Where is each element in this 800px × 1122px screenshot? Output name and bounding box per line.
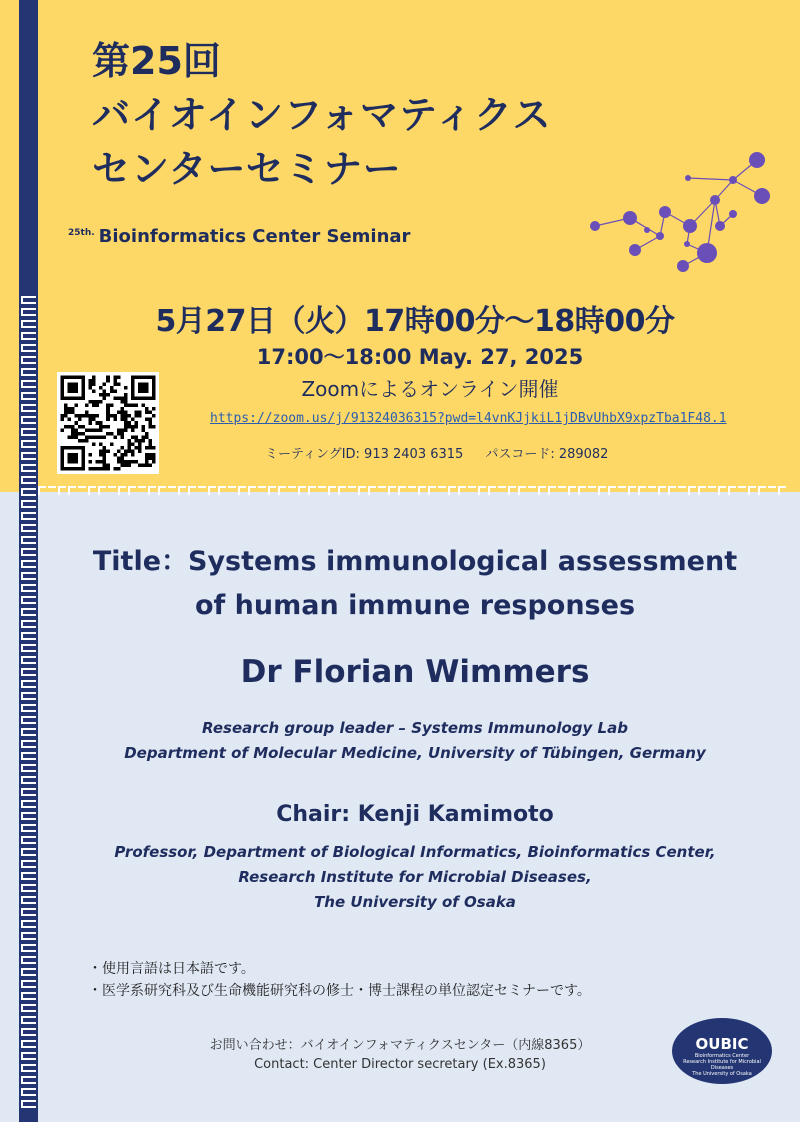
divider-pattern-cell [408,486,416,495]
band-pattern-segment [21,488,36,496]
divider-pattern-cell [248,486,256,495]
talk-title-line1: Title：Systems immunological assessment [92,546,738,577]
band-pattern-segment [21,368,36,376]
band-pattern-segment [21,632,36,640]
band-pattern-segment [21,704,36,712]
oubic-logo [672,1018,772,1084]
band-pattern-segment [21,692,36,700]
band-pattern-segment [21,644,36,652]
band-pattern-segment [21,752,36,760]
band-pattern-segment [21,716,36,724]
divider-pattern-cell [198,486,206,495]
divider-pattern-cell [148,486,156,495]
band-pattern-segment [21,404,36,412]
band-pattern-segment [21,320,36,328]
divider-pattern-cell [638,486,646,495]
talk-title-line2: of human immune responses [194,590,636,621]
band-pattern-segment [21,824,36,832]
band-pattern-segment [21,584,36,592]
band-pattern-segment [21,452,36,460]
band-pattern-segment [21,944,36,952]
logo-line1: Bioinformatics Center [694,1053,750,1059]
band-pattern-segment [21,656,36,664]
divider-pattern-cell [98,486,106,495]
event-subtitle [68,226,410,247]
divider-pattern-cell [478,486,486,495]
divider-pattern-cell [498,486,506,495]
divider-pattern-cell [458,486,466,495]
meeting-id: ミーティングID: 913 2403 6315 [265,447,464,462]
divider-pattern-cell [388,486,396,495]
divider-pattern-cell [658,486,666,495]
divider-pattern-cell [178,486,186,495]
band-pattern-segment [21,1052,36,1060]
band-pattern-segment [21,740,36,748]
divider-pattern-cell [708,486,716,495]
band-pattern-segment [21,416,36,424]
divider-pattern [38,484,798,498]
divider-pattern-cell [68,486,76,495]
band-pattern-segment [21,560,36,568]
divider-pattern-cell [728,486,736,495]
divider-pattern-cell [138,486,146,495]
divider-pattern-cell [218,486,226,495]
divider-pattern-cell [678,486,686,495]
divider-pattern-cell [528,486,536,495]
divider-pattern-cell [208,486,216,495]
contact-info [130,1036,670,1074]
band-pattern-segment [21,1064,36,1072]
band-pattern-segment [21,392,36,400]
band-pattern-segment [21,896,36,904]
band-pattern-segment [21,968,36,976]
divider-pattern-cell [348,486,356,495]
affiliation-line1: Research group leader – Systems Immunology Lab [202,719,628,737]
talk-title [55,540,775,628]
band-pattern-segment [21,476,36,484]
divider-pattern-cell [108,486,116,495]
band-pattern-segment [21,728,36,736]
band-pattern-segment [21,992,36,1000]
band-pattern-segment [21,548,36,556]
band-pattern-segment [21,464,36,472]
divider-pattern-cell [738,486,746,495]
chair-affiliation [55,840,775,915]
logo-name: OUBIC [695,1035,749,1053]
affiliation-line2: Department of Molecular Medicine, University of Tübingen, Germany [124,744,706,762]
divider-pattern-cell [448,486,456,495]
speaker-affiliation [55,716,775,766]
divider-pattern-cell [438,486,446,495]
divider-pattern-cell [758,486,766,495]
divider-pattern-cell [608,486,616,495]
divider-pattern-cell [78,486,86,495]
speaker-name: Dr Florian Wimmers [240,654,590,690]
band-pattern-segment [21,356,36,364]
divider-pattern-cell [618,486,626,495]
divider-pattern-cell [38,486,46,495]
band-pattern-segment [21,956,36,964]
left-decorative-band [19,0,38,1122]
divider-pattern-cell [778,486,786,495]
event-date-english: 17:00～18:00 May. 27, 2025 [256,345,584,369]
divider-pattern-cell [308,486,316,495]
divider-pattern-cell [508,486,516,495]
band-pattern-segment [21,332,36,340]
divider-pattern-cell [538,486,546,495]
band-pattern-segment [21,500,36,508]
molecule-illustration [585,148,775,288]
divider-pattern-cell [548,486,556,495]
divider-pattern-cell [568,486,576,495]
band-pattern-segment [21,920,36,928]
band-pattern-segment [21,428,36,436]
band-pattern-segment [21,1016,36,1024]
band-pattern-segment [21,800,36,808]
divider-pattern-cell [288,486,296,495]
divider-pattern-cell [268,486,276,495]
band-pattern-segment [21,1040,36,1048]
divider-pattern-cell [188,486,196,495]
event-date-japanese: 5月27日（火）17時00分～18時00分 [155,304,675,339]
chair-affil-line3: The University of Osaka [314,893,516,911]
band-pattern-segment [21,668,36,676]
divider-pattern-cell [88,486,96,495]
divider-pattern-cell [648,486,656,495]
band-pattern-segment [21,776,36,784]
contact-japanese: お問い合わせ：バイオインフォマティクスセンター（内線8365） [209,1038,591,1053]
passcode: パスコード: 289082 [485,447,609,462]
divider-pattern-cell [668,486,676,495]
divider-pattern-cell [368,486,376,495]
band-pattern-segment [21,596,36,604]
divider-pattern-cell [158,486,166,495]
subtitle-text: Bioinformatics Center Seminar [98,226,411,247]
band-pattern-segment [21,884,36,892]
band-pattern-segment [21,524,36,532]
band-pattern-segment [21,1004,36,1012]
divider-pattern-cell [48,486,56,495]
divider-pattern-cell [418,486,426,495]
divider-pattern-cell [698,486,706,495]
logo-line2: Research Institute for Microbial Diseases [683,1059,761,1071]
divider-pattern-cell [578,486,586,495]
divider-pattern-cell [258,486,266,495]
band-pattern-segment [21,872,36,880]
band-pattern-segment [21,440,36,448]
divider-pattern-cell [718,486,726,495]
venue-text: Zoomによるオンライン開催 [301,377,559,401]
chair-name: Chair: Kenji Kamimoto [276,802,554,827]
ordinal-label: 25th. [68,228,95,238]
note-item: ・使用言語は日本語です。 [88,961,255,977]
divider-pattern-cell [378,486,386,495]
band-pattern-segment [21,812,36,820]
divider-pattern-cell [688,486,696,495]
contact-english: Contact: Center Director secretary (Ex.8365) [254,1057,546,1072]
band-pattern-segment [21,836,36,844]
band-pattern-segment [21,980,36,988]
band-pattern-segment [21,848,36,856]
divider-pattern-cell [628,486,636,495]
event-number: 第25回 [92,39,221,83]
divider-pattern-cell [338,486,346,495]
divider-pattern-cell [588,486,596,495]
band-pattern-segment [21,932,36,940]
band-pattern-segment [21,620,36,628]
qr-code-icon[interactable] [57,372,159,474]
divider-pattern-cell [488,486,496,495]
band-pattern-segment [21,764,36,772]
band-pattern-segment [21,680,36,688]
chair-affil-line2: Research Institute for Microbial Diseases, [238,868,592,886]
band-pattern-segment [21,308,36,316]
divider-pattern-cell [358,486,366,495]
divider-pattern-cell [598,486,606,495]
divider-pattern-cell [118,486,126,495]
band-pattern-segment [21,344,36,352]
band-pattern-segment [21,380,36,388]
divider-pattern-cell [318,486,326,495]
divider-pattern-cell [128,486,136,495]
event-title-line1: バイオインフォマティクス [92,93,552,137]
divider-pattern-cell [558,486,566,495]
divider-pattern-cell [298,486,306,495]
band-pattern-segment [21,1076,36,1084]
divider-pattern-cell [328,486,336,495]
divider-pattern-cell [168,486,176,495]
notes-list [88,958,591,1002]
band-pattern-segment [21,536,36,544]
logo-line3: The University of Osaka [692,1071,752,1077]
band-pattern-segment [21,908,36,916]
band-pattern-segment [21,1088,36,1096]
divider-pattern-cell [58,486,66,495]
divider-pattern-cell [518,486,526,495]
divider-pattern-cell [768,486,776,495]
band-pattern-segment [21,788,36,796]
band-pattern-segment [21,572,36,580]
divider-pattern-cell [428,486,436,495]
divider-pattern-cell [398,486,406,495]
meeting-info [265,443,608,462]
band-pattern-segment [21,608,36,616]
band-pattern-segment [21,512,36,520]
divider-pattern-cell [748,486,756,495]
band-pattern-segment [21,296,36,304]
divider-pattern-cell [278,486,286,495]
event-title-line2: センターセミナー [92,147,402,191]
band-pattern-segment [21,860,36,868]
chair-affil-line1: Professor, Department of Biological Informatics, Bioinformatics Center, [114,843,716,861]
divider-pattern-cell [468,486,476,495]
band-pattern-segment [21,1100,36,1108]
zoom-link[interactable]: https://zoom.us/j/91324036315?pwd=l4vnKJjkiL1jDBvUhbX9xpzTba1F48.1 [210,411,727,426]
band-pattern-segment [21,1028,36,1036]
divider-pattern-cell [228,486,236,495]
divider-pattern-cell [238,486,246,495]
note-item: ・医学系研究科及び生命機能研究科の修士・博士課程の単位認定セミナーです。 [88,983,591,999]
